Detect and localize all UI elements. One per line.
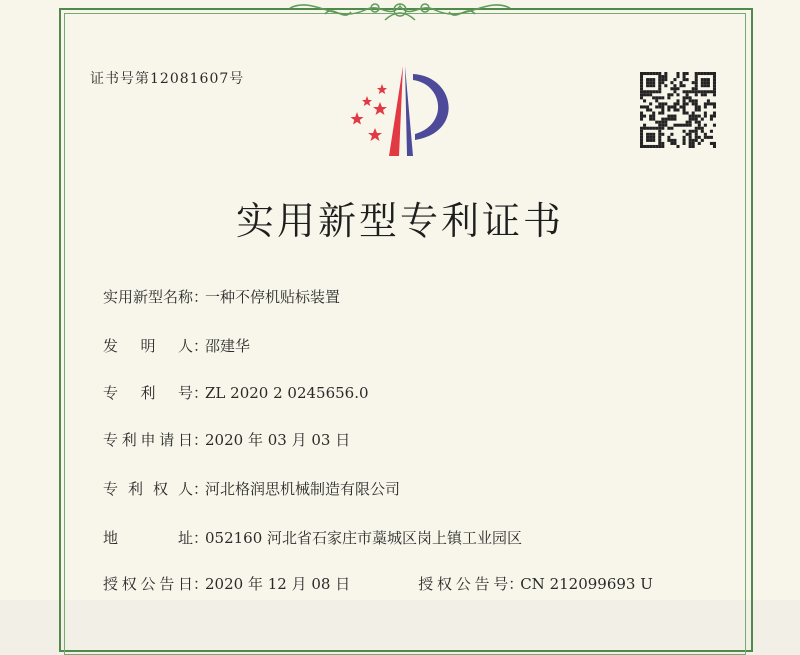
field-value: 2020 年 03 月 03 日: [205, 431, 351, 449]
field-label: 发明人: [103, 337, 193, 355]
field-colon: ：: [193, 575, 209, 593]
field-row: [103, 335, 250, 356]
field-label: 专利权人: [103, 480, 193, 498]
field-value: ZL 2020 2 0245656.0: [205, 384, 369, 402]
field-colon: ：: [193, 431, 209, 449]
field-colon: ：: [193, 480, 209, 498]
announcement-number-label: 授权公告号: [418, 575, 509, 593]
field-row: [103, 429, 350, 450]
field-row: [103, 478, 400, 499]
field-colon: ：: [193, 529, 209, 547]
field-value: 一种不停机贴标装置: [205, 288, 341, 306]
field-value: 2020 年 12 月 08 日: [205, 575, 351, 593]
announcement-number-value: CN 212099693 U: [520, 575, 653, 593]
field-row: [103, 382, 369, 403]
field-row: [103, 286, 340, 307]
field-colon: ：: [193, 337, 209, 355]
cnipa-logo-icon: [345, 62, 465, 158]
field-colon: ：: [193, 288, 209, 306]
field-colon: ：: [193, 384, 209, 402]
field-label: 地址: [103, 529, 193, 547]
floral-ornament-icon: [285, 0, 515, 26]
qr-code-icon: [640, 72, 716, 148]
field-value: 河北格润思机械制造有限公司: [205, 480, 401, 498]
certificate-number: 证书号第12081607号: [90, 71, 245, 87]
field-row: [103, 527, 522, 548]
field-label: 授权公告日: [103, 575, 193, 593]
field-value: 邵建华: [205, 337, 251, 355]
certificate-title: 实用新型专利证书: [235, 199, 564, 243]
field-label: 专利号: [103, 384, 193, 402]
field-row: [103, 573, 653, 594]
field-label: 专利申请日: [103, 431, 193, 449]
field-label: 实用新型名称: [103, 288, 194, 306]
field-colon: ：: [508, 575, 524, 593]
field-value: 052160 河北省石家庄市藁城区岗上镇工业园区: [205, 529, 523, 547]
